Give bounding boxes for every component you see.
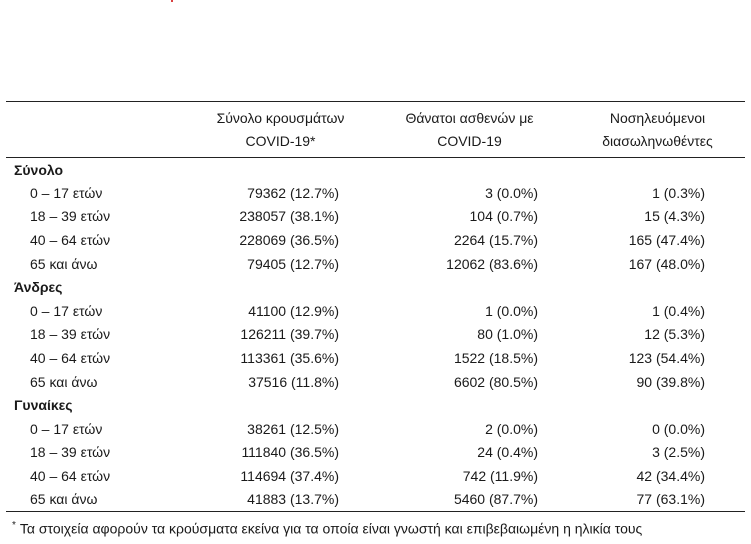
cell-intubated: 167 (48.0%): [628, 255, 705, 272]
cell-deaths: 1 (0.0%): [485, 302, 538, 319]
table-row: [6, 299, 745, 323]
footnote-text: Τα στοιχεία αφορούν τα κρούσματα εκείνα για τα οποία είναι γνωστή και επιβεβαιωμένη η ηλικία τους: [19, 520, 643, 537]
cell-intubated: 1 (0.3%): [652, 184, 705, 201]
cell-intubated: 15 (4.3%): [644, 208, 705, 225]
cell-intubated: 42 (34.4%): [636, 468, 705, 485]
header-deaths: [369, 102, 570, 158]
cell-total-cases: 228069 (36.5%): [239, 232, 339, 249]
table-row: [6, 488, 745, 512]
cell-deaths: 3 (0.0%): [485, 184, 538, 201]
cell-intubated: 90 (39.8%): [636, 373, 705, 390]
cell-total-cases: 37516 (11.8%): [248, 373, 339, 390]
footnote: [12, 520, 642, 537]
cell-total-cases: 79405 (12.7%): [247, 255, 339, 272]
row-age-label: 65 και άνω: [30, 255, 98, 272]
row-age-label: 18 – 39 ετών: [30, 208, 111, 225]
row-age-label: 18 – 39 ετών: [30, 326, 111, 343]
table-row: [6, 441, 745, 465]
cell-total-cases: 41100 (12.9%): [248, 302, 339, 319]
row-age-label: 65 και άνω: [30, 373, 98, 390]
cell-deaths: 80 (1.0%): [477, 326, 538, 343]
cell-total-cases: 111840 (36.5%): [241, 444, 339, 461]
cell-total-cases: 238057 (38.1%): [239, 208, 339, 225]
header-empty-cell: [6, 102, 192, 158]
cell-deaths: 104 (0.7%): [469, 208, 538, 225]
cell-intubated: 1 (0.4%): [652, 302, 705, 319]
footnote-marker: *: [12, 520, 16, 531]
group-row: [6, 158, 745, 182]
header-deaths-line2: COVID-19: [437, 132, 502, 149]
row-age-label: 0 – 17 ετών: [30, 184, 103, 201]
group-label: Σύνολο: [14, 161, 64, 178]
header-intubated: [570, 102, 745, 158]
table-body: [6, 158, 745, 512]
table-row: [6, 417, 745, 441]
header-intubated-line1: Νοσηλευόμενοι: [609, 109, 706, 126]
cell-total-cases: 79362 (12.7%): [247, 184, 339, 201]
cell-total-cases: 38261 (12.5%): [247, 420, 339, 437]
table-row: [6, 228, 745, 252]
group-label: Γυναίκες: [14, 397, 73, 414]
table-row: [6, 370, 745, 394]
header-total-cases-line2: COVID-19*: [245, 132, 316, 149]
table-row: [6, 252, 745, 276]
row-age-label: 40 – 64 ετών: [30, 350, 111, 367]
cell-deaths: 2264 (15.7%): [453, 232, 538, 249]
cell-deaths: 12062 (83.6%): [446, 255, 538, 272]
row-age-label: 18 – 39 ετών: [30, 444, 111, 461]
cell-total-cases: 126211 (39.7%): [240, 326, 339, 343]
cell-intubated: 165 (47.4%): [628, 232, 705, 249]
header-deaths-line1: Θάνατοι ασθενών με: [405, 109, 534, 126]
row-age-label: 0 – 17 ετών: [30, 420, 103, 437]
header-total-cases-line1: Σύνολο κρουσμάτων: [216, 109, 345, 126]
cell-total-cases: 114694 (37.4%): [240, 468, 339, 485]
table-row: [6, 464, 745, 488]
cell-deaths: 6602 (80.5%): [453, 373, 538, 390]
cell-intubated: 123 (54.4%): [628, 350, 705, 367]
cell-deaths: 2 (0.0%): [485, 420, 538, 437]
cell-intubated: 0 (0.0%): [652, 420, 705, 437]
cell-deaths: 24 (0.4%): [477, 444, 538, 461]
group-row: [6, 275, 745, 299]
stray-mark: [171, 0, 173, 2]
covid-age-table: [6, 101, 745, 512]
cell-intubated: 12 (5.3%): [644, 326, 705, 343]
cell-deaths: 742 (11.9%): [462, 468, 538, 485]
cell-deaths: 1522 (18.5%): [453, 350, 538, 367]
table-header-row: [6, 102, 745, 158]
cell-deaths: 5460 (87.7%): [369, 488, 570, 512]
table-row: [6, 346, 745, 370]
table-row: [6, 323, 745, 347]
cell-total-cases: 41883 (13.7%): [192, 488, 369, 512]
cell-intubated: 77 (63.1%): [570, 488, 745, 512]
row-age-label: 65 και άνω: [6, 488, 192, 512]
header-total-cases: [192, 102, 369, 158]
table-row: [6, 205, 745, 229]
row-age-label: 0 – 17 ετών: [30, 302, 103, 319]
cell-total-cases: 113361 (35.6%): [240, 350, 339, 367]
group-label: Άνδρες: [14, 279, 63, 296]
table-row: [6, 181, 745, 205]
row-age-label: 40 – 64 ετών: [30, 468, 111, 485]
covid-age-table-container: [6, 101, 745, 512]
group-row: [6, 393, 745, 417]
cell-intubated: 3 (2.5%): [652, 444, 705, 461]
row-age-label: 40 – 64 ετών: [30, 232, 111, 249]
header-intubated-line2: διασωληνωθέντες: [602, 132, 713, 149]
